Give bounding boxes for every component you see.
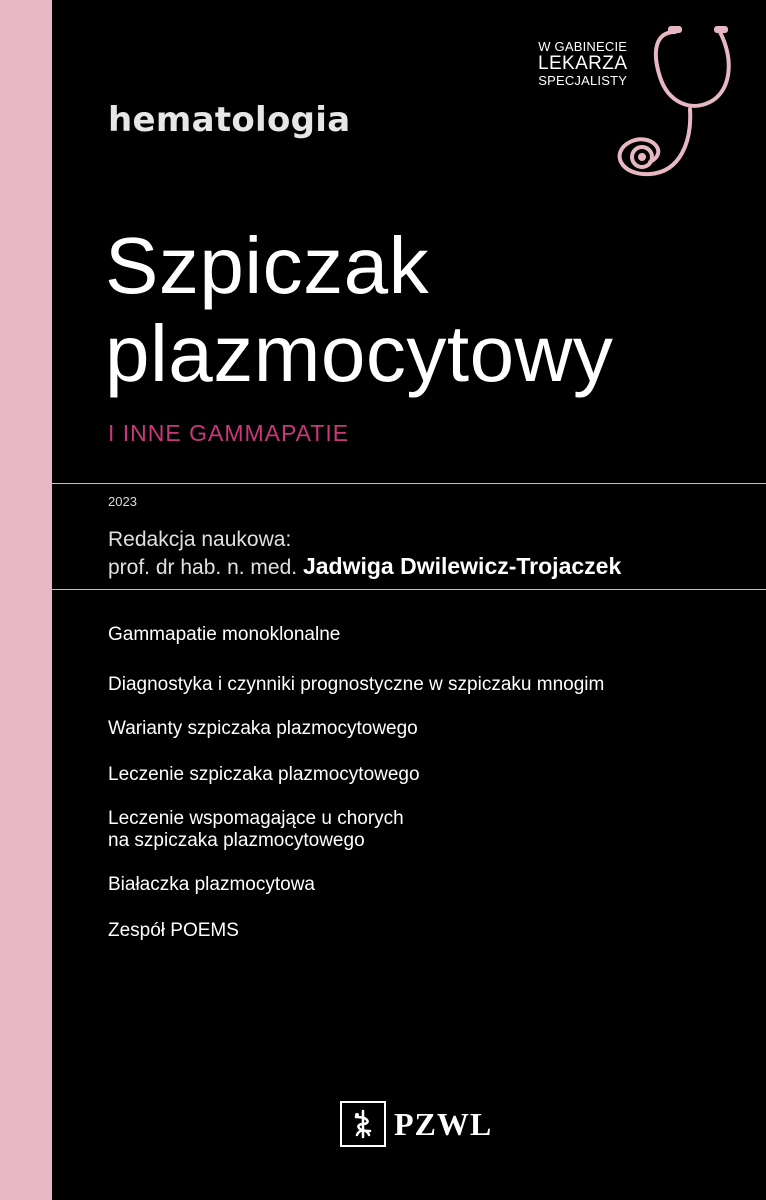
title-line-2: plazmocytowy (105, 309, 614, 398)
contents-item: Leczenie wspomagające u chorych (108, 808, 404, 829)
editor-label: Redakcja naukowa: (108, 528, 292, 551)
contents-item: Leczenie szpiczaka plazmocytowego (108, 764, 420, 785)
contents-item: Gammapatie monoklonalne (108, 624, 341, 645)
badge-line-2: LEKARZA (538, 52, 628, 74)
book-subtitle: I INNE GAMMAPATIE (108, 420, 350, 446)
publication-year: 2023 (108, 494, 137, 509)
contents-item: Warianty szpiczaka plazmocytowego (108, 718, 418, 739)
badge-line-1: W GABINECIE (538, 39, 628, 54)
pzwl-logo-icon (340, 1101, 386, 1147)
divider-bottom (52, 589, 766, 590)
contents-item: na szpiczaka plazmocytowego (108, 830, 365, 851)
contents-item: Białaczka plazmocytowa (108, 874, 315, 895)
book-title (105, 222, 613, 398)
editor-name: Jadwiga Dwilewicz-Trojaczek (302, 553, 622, 579)
editor-line (108, 553, 621, 581)
title-line-1: Szpiczak (105, 221, 430, 310)
divider-top (52, 483, 766, 484)
editor-title-prefix: prof. dr hab. n. med. (108, 556, 298, 579)
series-label: hematologia (108, 100, 351, 140)
badge-line-3: SPECJALISTY (538, 72, 628, 88)
series-badge (520, 22, 760, 192)
cover-spine-stripe (0, 0, 52, 1200)
contents-item: Zespół POEMS (108, 920, 239, 941)
publisher-name: PZWL (394, 1105, 493, 1142)
publisher-mark (340, 1100, 492, 1148)
contents-item: Diagnostyka i czynniki prognostyczne w szpiczaku mnogim (108, 674, 605, 695)
editor-block (108, 526, 621, 581)
stethoscope-icon (580, 22, 750, 187)
